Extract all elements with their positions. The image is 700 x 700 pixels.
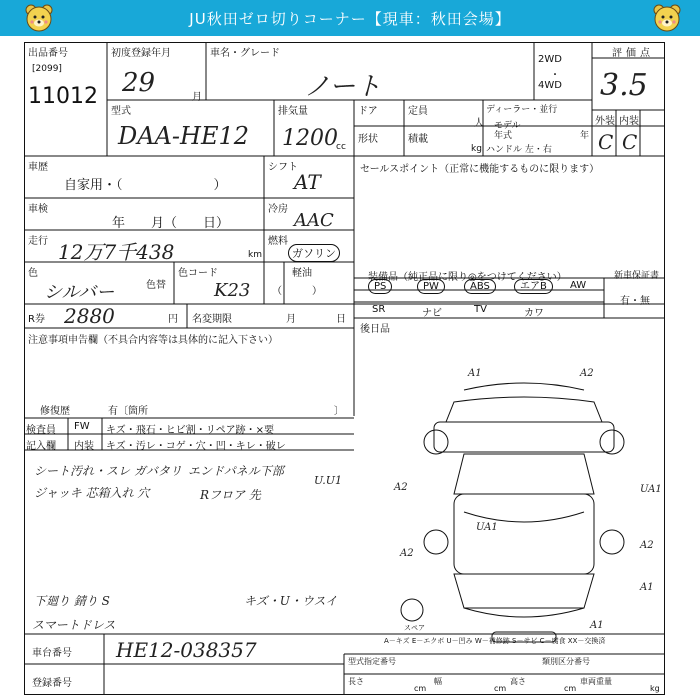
fuel-label: 燃料 <box>268 236 288 247</box>
weight-unit: kg <box>650 684 660 693</box>
weight-label: 車両重量 <box>580 677 612 686</box>
registration-limit-label: 名変期限 <box>192 314 232 325</box>
color-label: 色 <box>28 268 38 279</box>
lot-sub-code: [2099] <box>32 64 62 74</box>
damage-mark: A2 <box>640 540 654 551</box>
width-unit: cm <box>494 684 507 693</box>
capacity-label: 定員 <box>408 106 428 117</box>
damage-legend: A－キズ E－エクボ U－凹み W－補修跡 S－サビ C－腐食 XX－交換済 <box>384 637 606 645</box>
damage-mark: A1 <box>468 368 482 379</box>
car-name-value: ノート <box>304 72 382 102</box>
equip-leather: カワ <box>524 308 544 319</box>
mileage-value: 12万7千438 <box>58 240 175 264</box>
damage-mark: UA1 <box>476 522 498 533</box>
history-value: 自家用・（ ） <box>64 178 227 193</box>
repair-history-value: 有〔箇所 <box>108 406 148 417</box>
bear-mascot-icon <box>652 3 682 33</box>
interior-label: 内装 <box>619 116 639 127</box>
inspection-label: 車検 <box>28 204 48 215</box>
interior-grade: C <box>622 130 638 154</box>
handwritten-note: エンドパネル下部 <box>188 464 284 478</box>
inspector-fw: FW <box>74 421 90 432</box>
model-value: DAA-HE12 <box>118 122 250 150</box>
height-label: 高さ <box>510 677 526 686</box>
equip-ps: PS <box>368 279 392 294</box>
inspector-interior: 内装 <box>74 441 94 452</box>
chassis-number-value: HE12-038357 <box>116 638 257 662</box>
handwritten-note: シート汚れ・スレ ガバタリ <box>34 464 182 478</box>
capacity-unit: 人 <box>474 118 484 129</box>
recycle-label: R券 <box>28 314 45 325</box>
month-suffix: 月 <box>192 92 202 103</box>
damage-mark: A2 <box>580 368 594 379</box>
equip-aw: AW <box>570 280 587 291</box>
damage-mark: A2 <box>400 548 414 559</box>
length-label: 長さ <box>348 677 364 686</box>
inspector-label-1: 検査員 <box>26 425 56 436</box>
drive-dot: ・ <box>550 70 560 81</box>
repair-history-close: 〕 <box>334 406 344 417</box>
door-label: ドア <box>358 106 378 117</box>
class-number-label: 類別区分番号 <box>542 657 590 666</box>
car-name-label: 車名・グレード <box>210 48 280 59</box>
equip-navi: ナビ <box>422 308 442 319</box>
lot-number: 11012 <box>28 84 98 109</box>
drive-4wd: 4WD <box>538 80 562 91</box>
rear-seat-label: 後日品 <box>360 324 390 335</box>
load-unit: kg <box>471 144 482 154</box>
model-year-label-2: 年式 <box>494 131 513 141</box>
spare-label: スペア <box>404 624 425 632</box>
color-change-label: 色替 <box>146 280 166 291</box>
width-label: 幅 <box>434 677 442 686</box>
handwritten-note: スマートドレス <box>32 618 116 632</box>
registration-limit-day: 日 <box>336 314 346 325</box>
displacement-value: 1200 <box>282 126 338 151</box>
dealer-label: ディーラー・並行 <box>486 105 558 115</box>
handwritten-note: ジャッキ 芯箱入れ 穴 <box>34 486 150 500</box>
inspector-row-2: キズ・汚レ・コゲ・穴・凹・キレ・破レ <box>106 441 286 452</box>
damage-mark: A2 <box>394 482 408 493</box>
warranty-label: 新車保証書 <box>614 271 660 281</box>
color-value: シルバー <box>44 282 115 303</box>
damage-mark: UA1 <box>640 484 662 495</box>
color-code-label: 色コード <box>178 268 218 279</box>
inspector-row-1: キズ・飛石・ヒビ割・リペア跡・×要 <box>106 425 274 436</box>
damage-mark: A1 <box>590 620 604 631</box>
displacement-label: 排気量 <box>278 106 308 117</box>
type-number-label: 型式指定番号 <box>348 657 396 666</box>
auction-sheet <box>24 42 666 696</box>
fuel-diesel: 軽油 <box>292 268 312 279</box>
notes-label: 注意事項申告欄（不具合内容等は具体的に記入下さい） <box>28 335 278 346</box>
fuel-other: （ ） <box>272 286 322 297</box>
recycle-unit: 円 <box>168 314 178 325</box>
exterior-label: 外装 <box>595 116 615 127</box>
header-bar <box>0 0 700 36</box>
shape-label: 形状 <box>358 134 378 145</box>
handle-label: ハンドル 左・右 <box>486 145 552 155</box>
fuel-gasoline: ガソリン <box>288 244 340 262</box>
inspection-value: 年 月（ 日） <box>112 216 230 231</box>
chassis-number-label: 車台番号 <box>32 648 72 659</box>
handwritten-note: 下廻り 錆り S <box>34 594 110 608</box>
equip-pw: PW <box>417 279 445 294</box>
model-year-unit: 年 <box>580 131 590 141</box>
recycle-value: 2880 <box>64 304 115 328</box>
mileage-label: 走行 <box>28 236 48 247</box>
history-label: 車歴 <box>28 162 48 173</box>
model-year-label-1: モデル <box>494 121 521 131</box>
length-unit: cm <box>414 684 427 693</box>
first-registration-year: 29 <box>122 68 156 98</box>
rating-label: 評価点 <box>612 48 654 59</box>
mileage-unit: km <box>248 250 262 260</box>
warranty-value: 有・無 <box>620 296 650 307</box>
ac-label: 冷房 <box>268 204 288 215</box>
equip-tv: TV <box>474 304 487 315</box>
handwritten-note: キズ・U・ウスイ <box>244 594 338 608</box>
sales-point-label: セールスポイント（正常に機能するものに限ります） <box>360 164 600 175</box>
equip-abs: ABS <box>464 279 496 294</box>
displacement-unit: cc <box>336 142 346 152</box>
handwritten-note: Rフロア 先 <box>200 488 261 502</box>
repair-history-label: 修復歴 <box>40 406 70 417</box>
registration-number-label: 登録番号 <box>32 678 72 689</box>
handwritten-note: U.U1 <box>314 474 343 487</box>
first-registration-label: 初度登録年月 <box>111 48 171 59</box>
drive-2wd: 2WD <box>538 54 562 65</box>
damage-mark: A1 <box>640 582 654 593</box>
header-title: JU秋田ゼロ切りコーナー【現車：秋田会場】 <box>189 10 511 28</box>
model-label: 型式 <box>111 106 131 117</box>
rating-value: 3.5 <box>600 68 648 103</box>
shift-label: シフト <box>268 162 298 173</box>
height-unit: cm <box>564 684 577 693</box>
equip-airbag: エアB <box>514 279 553 294</box>
exterior-grade: C <box>598 130 614 154</box>
ac-value: AAC <box>294 210 334 231</box>
inspector-label-2: 記入欄 <box>26 441 56 452</box>
equip-sr: SR <box>372 304 386 315</box>
lot-number-label: 出品番号 <box>28 48 68 59</box>
registration-limit-month: 月 <box>286 314 296 325</box>
shift-value: AT <box>294 170 321 194</box>
load-label: 積載 <box>408 134 428 145</box>
color-code-value: K23 <box>214 280 251 301</box>
equipment-label: 装備品（純正品に限り◎をつけてください） <box>368 272 567 283</box>
car-damage-diagram <box>24 42 666 696</box>
